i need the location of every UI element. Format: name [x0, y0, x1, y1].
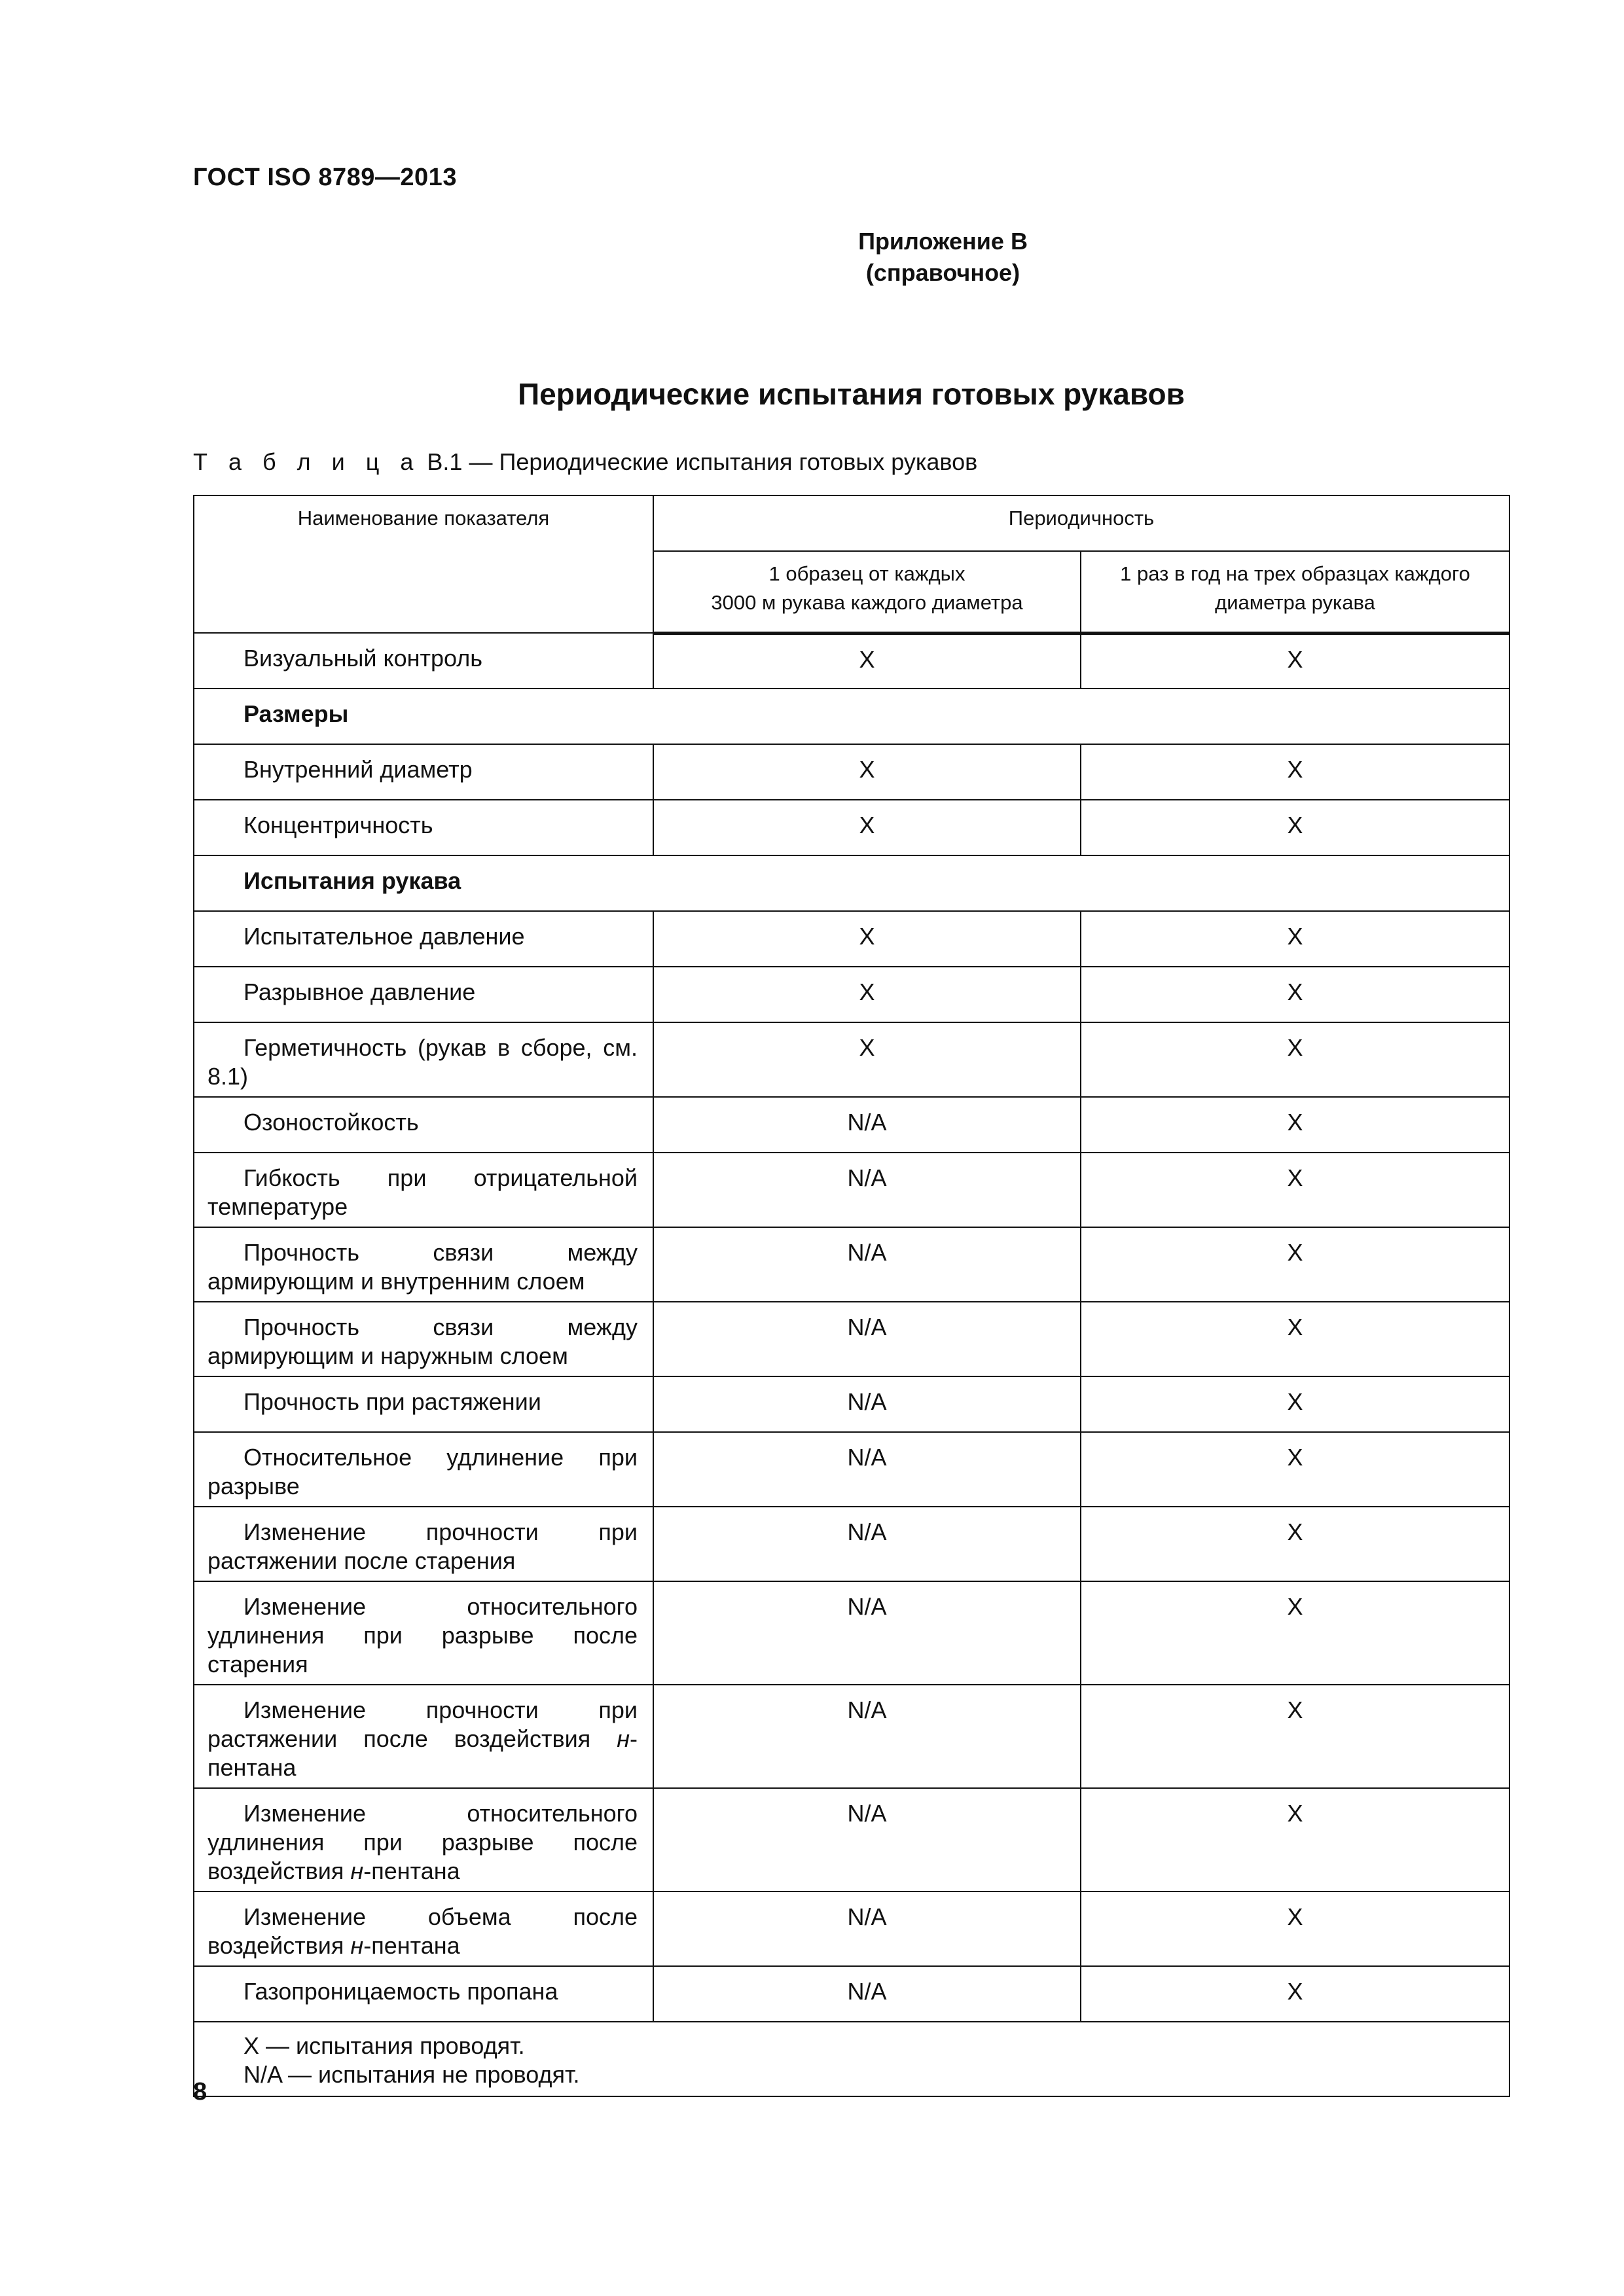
row-mark-3000m: N/A [653, 1685, 1081, 1788]
appendix-type: (справочное) [865, 259, 1020, 286]
appendix-label: Приложение В [858, 228, 1028, 255]
table-caption [193, 448, 977, 476]
row-mark-3000m: N/A [653, 1788, 1081, 1892]
row-mark-yearly: X [1081, 967, 1509, 1022]
header-indicator-name: Наименование показателя [194, 495, 653, 633]
table-section-row [194, 855, 1509, 911]
table-row [194, 633, 1509, 689]
table-row [194, 1022, 1509, 1097]
header-per-3000m [653, 551, 1081, 633]
table-row [194, 1153, 1509, 1227]
section-title: Испытания рукава [194, 855, 1509, 911]
header-yearly-line1: 1 раз в год на трех образцах каждого [1120, 562, 1470, 585]
appendix-heading [0, 226, 1624, 289]
row-name: Относительное удлинение при разрыве [194, 1432, 653, 1507]
row-mark-yearly: X [1081, 1432, 1509, 1507]
row-name: Герметичность (рукав в сборе, см. 8.1) [194, 1022, 653, 1097]
row-mark-yearly: X [1081, 1153, 1509, 1227]
row-mark-yearly: X [1081, 1302, 1509, 1376]
header-per-3000m-line2: 3000 м рукава каждого диаметра [711, 591, 1023, 614]
row-mark-3000m: X [653, 800, 1081, 855]
table-note-row [194, 2022, 1509, 2096]
row-mark-3000m: N/A [653, 1432, 1081, 1507]
row-mark-yearly: X [1081, 744, 1509, 800]
table-row [194, 1376, 1509, 1432]
row-mark-yearly: X [1081, 1227, 1509, 1302]
row-name: Прочность связи между армирующим и наружным слоем [194, 1302, 653, 1376]
table-note [194, 2022, 1509, 2096]
table-section-row [194, 689, 1509, 744]
table-row [194, 1892, 1509, 1966]
header-per-3000m-line1: 1 образец от каждых [768, 562, 965, 585]
row-name: Визуальный контроль [194, 633, 653, 689]
row-name: Изменение прочности при растяжении после старения [194, 1507, 653, 1581]
row-mark-yearly: X [1081, 633, 1509, 689]
row-name: Изменение относительного удлинения при разрыве после воздействия н-пентана [194, 1788, 653, 1892]
table-caption-text: В.1 — Периодические испытания готовых рукавов [420, 448, 978, 475]
header-periodicity: Периодичность [653, 495, 1509, 551]
table-row [194, 967, 1509, 1022]
table-row [194, 1227, 1509, 1302]
periodic-tests-table [193, 495, 1510, 2097]
row-name: Изменение относительного удлинения при разрыве после старения [194, 1581, 653, 1685]
row-mark-yearly: X [1081, 1892, 1509, 1966]
row-name: Внутренний диаметр [194, 744, 653, 800]
row-name: Озоностойкость [194, 1097, 653, 1153]
header-yearly-line2: диаметра рукава [1215, 591, 1375, 614]
row-mark-3000m: X [653, 744, 1081, 800]
row-name: Прочность связи между армирующим и внутренним слоем [194, 1227, 653, 1302]
row-mark-3000m: N/A [653, 1227, 1081, 1302]
table-row [194, 1302, 1509, 1376]
header-yearly [1081, 551, 1509, 633]
row-mark-3000m: X [653, 633, 1081, 689]
row-name: Концентричность [194, 800, 653, 855]
row-name: Гибкость при отрицательной температуре [194, 1153, 653, 1227]
table-row [194, 1966, 1509, 2022]
row-name: Газопроницаемость пропана [194, 1966, 653, 2022]
page-number: 8 [193, 2078, 208, 2106]
page-title: Периодические испытания готовых рукавов [518, 377, 1185, 411]
table-caption-prefix: Т а б л и ц а [193, 448, 421, 475]
row-mark-3000m: X [653, 1022, 1081, 1097]
row-mark-3000m: N/A [653, 1302, 1081, 1376]
standard-code: ГОСТ ISO 8789—2013 [193, 164, 457, 191]
row-name: Изменение объема после воздействия н-пентана [194, 1892, 653, 1966]
table-row [194, 1581, 1509, 1685]
row-mark-3000m: N/A [653, 1097, 1081, 1153]
table-row [194, 744, 1509, 800]
row-name: Прочность при растяжении [194, 1376, 653, 1432]
row-mark-3000m: X [653, 911, 1081, 967]
table-row [194, 800, 1509, 855]
row-mark-3000m: N/A [653, 1966, 1081, 2022]
row-mark-yearly: X [1081, 1376, 1509, 1432]
row-mark-yearly: X [1081, 911, 1509, 967]
row-name: Изменение прочности при растяжении после воздействия н-пентана [194, 1685, 653, 1788]
table-row [194, 1685, 1509, 1788]
table-row [194, 911, 1509, 967]
table-row [194, 1507, 1509, 1581]
row-mark-3000m: N/A [653, 1376, 1081, 1432]
table-row [194, 1788, 1509, 1892]
row-name: Разрывное давление [194, 967, 653, 1022]
row-mark-yearly: X [1081, 800, 1509, 855]
row-mark-yearly: X [1081, 1022, 1509, 1097]
row-mark-yearly: X [1081, 1685, 1509, 1788]
note-line-na: N/A — испытания не проводят. [244, 2061, 580, 2088]
row-mark-3000m: N/A [653, 1153, 1081, 1227]
row-mark-yearly: X [1081, 1507, 1509, 1581]
table-row [194, 1097, 1509, 1153]
row-mark-yearly: X [1081, 1581, 1509, 1685]
row-mark-3000m: N/A [653, 1581, 1081, 1685]
row-mark-3000m: X [653, 967, 1081, 1022]
row-mark-3000m: N/A [653, 1507, 1081, 1581]
row-mark-3000m: N/A [653, 1892, 1081, 1966]
row-mark-yearly: X [1081, 1788, 1509, 1892]
section-title: Размеры [194, 689, 1509, 744]
row-name: Испытательное давление [194, 911, 653, 967]
row-mark-yearly: X [1081, 1097, 1509, 1153]
table-row [194, 1432, 1509, 1507]
note-line-x: X — испытания проводят. [244, 2032, 525, 2059]
row-mark-yearly: X [1081, 1966, 1509, 2022]
